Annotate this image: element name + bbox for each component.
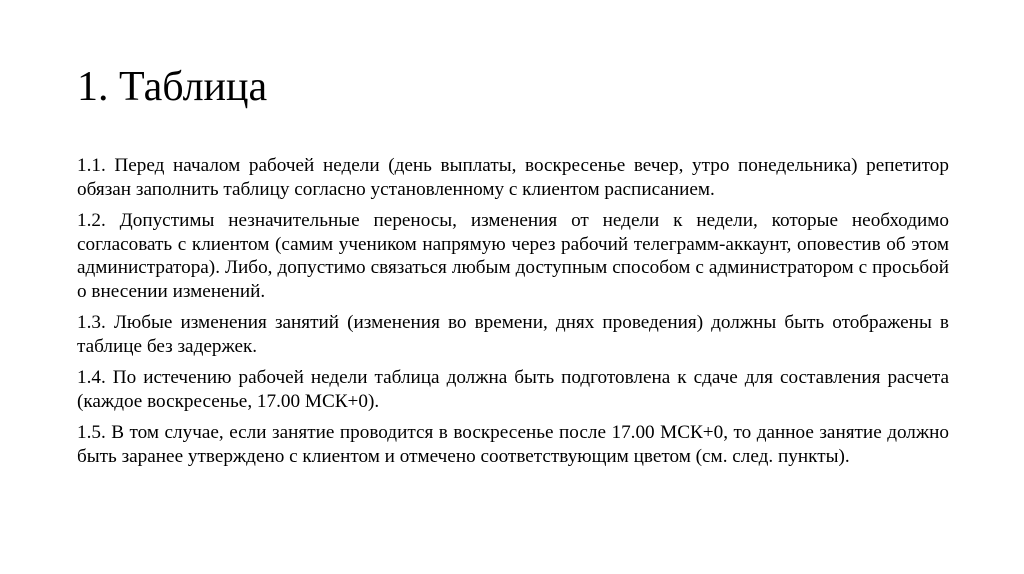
paragraph-1-5: 1.5. В том случае, если занятие проводится в воскресенье после 17.00 МСК+0, то данное занятие должно быть заранее утверждено с клиентом и отмечено соответствующим цветом (см. след. пункты). bbox=[77, 422, 949, 467]
paragraph-1-2: 1.2. Допустимы незначительные переносы, изменения от недели к недели, которые необходимо согласовать с клиентом (самим учеником напрямую через рабочий телеграмм-аккаунт, оповестив об этом администратора). Либо, допустимо связаться любым доступным способом с администратором с просьбой о внесении изменений. bbox=[77, 210, 949, 302]
paragraph-1-4: 1.4. По истечению рабочей недели таблица должна быть подготовлена к сдаче для составления расчета (каждое воскресенье, 17.00 МСК+0). bbox=[77, 367, 949, 412]
paragraph-1-3: 1.3. Любые изменения занятий (изменения во времени, днях проведения) должны быть отображены в таблице без задержек. bbox=[77, 312, 949, 357]
slide-body bbox=[77, 154, 949, 476]
slide-title: 1. Таблица bbox=[77, 64, 268, 110]
paragraph-1-1: 1.1. Перед началом рабочей недели (день выплаты, воскресенье вечер, утро понедельника) репетитор обязан заполнить таблицу согласно установленному с клиентом расписанием. bbox=[77, 155, 949, 200]
